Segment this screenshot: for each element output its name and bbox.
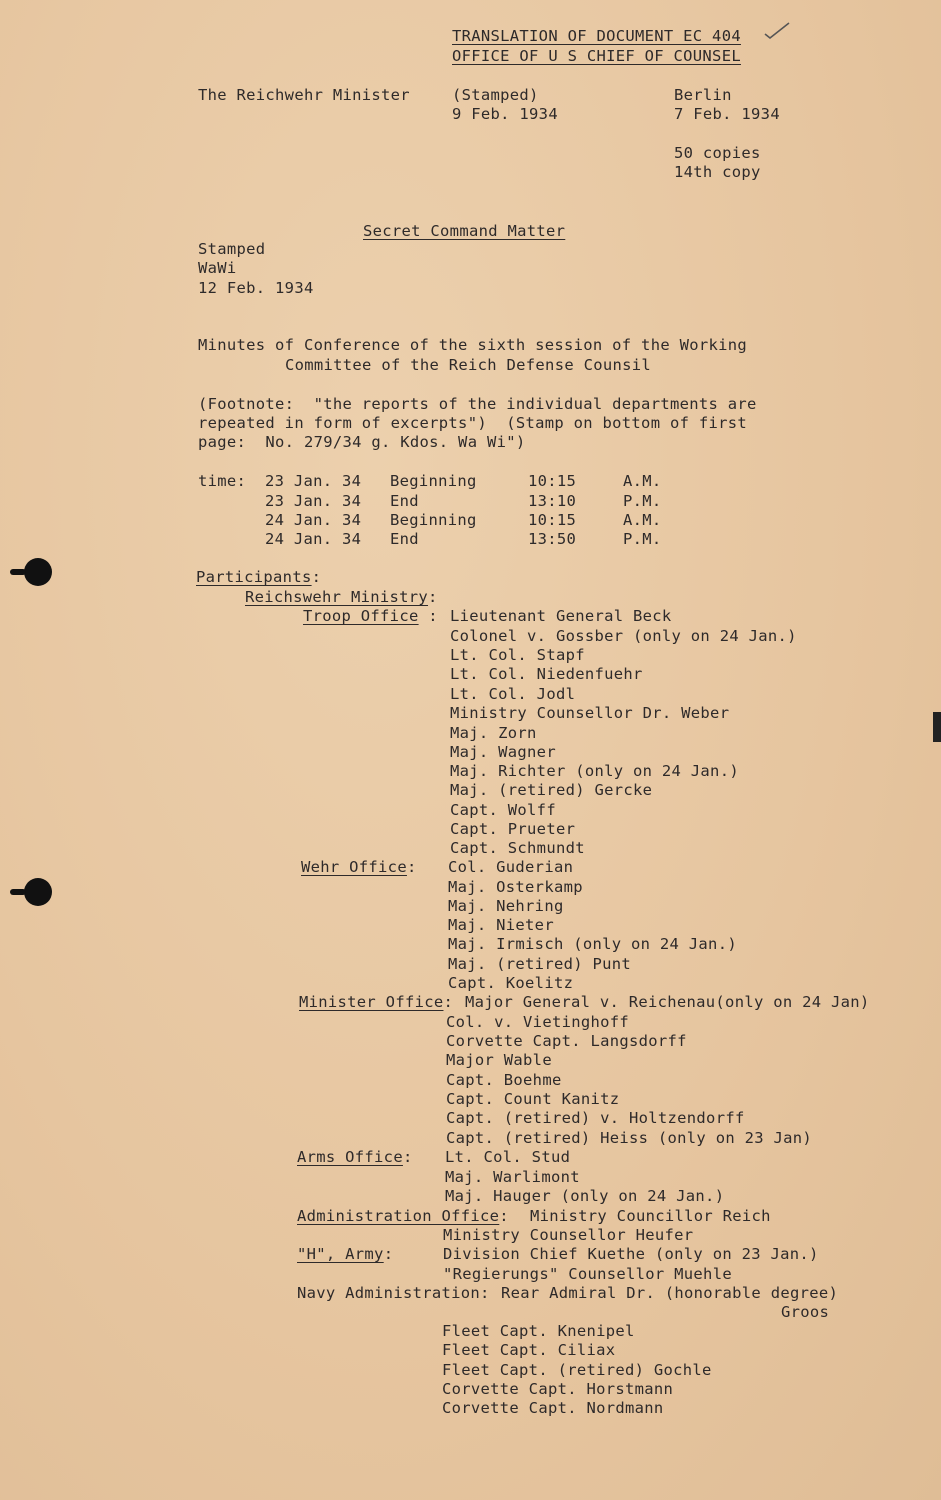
- footnote-line-2: repeated in form of excerpts") (Stamp on bottom of first: [198, 414, 748, 432]
- stamped-line-3: 12 Feb. 1934: [198, 279, 314, 297]
- troop-member: Lieutenant General Beck: [450, 607, 672, 625]
- stamp-label: (Stamped): [452, 86, 539, 104]
- troop-member: Lt. Col. Jodl: [450, 685, 576, 703]
- navy-member: Fleet Capt. Knenipel: [442, 1322, 635, 1340]
- navy-member: Corvette Capt. Nordmann: [442, 1399, 664, 1417]
- administration-member: Ministry Councillor Reich: [530, 1207, 771, 1225]
- time-ampm: P.M.: [623, 492, 662, 510]
- minutes-line-2: Committee of the Reich Defense Counsil: [285, 356, 652, 374]
- minister-member: Capt. (retired) v. Holtzendorff: [446, 1109, 745, 1127]
- minutes-line-1: Minutes of Conference of the sixth session of the Working: [198, 336, 748, 354]
- navy-member: Fleet Capt. (retired) Gochle: [442, 1361, 712, 1379]
- troop-member: Maj. Zorn: [450, 724, 537, 742]
- arms-member: Maj. Hauger (only on 24 Jan.): [445, 1187, 725, 1205]
- copies-count: 50 copies: [674, 144, 761, 162]
- troop-member: Lt. Col. Stapf: [450, 646, 585, 664]
- wehr-member: Maj. Nieter: [448, 916, 554, 934]
- ministry-heading: Reichswehr Ministry:: [245, 588, 438, 606]
- wehr-member: Maj. (retired) Punt: [448, 955, 632, 973]
- troop-office-label: Troop Office :: [303, 607, 438, 625]
- troop-member: Lt. Col. Niedenfuehr: [450, 665, 643, 683]
- minister-member: Col. v. Vietinghoff: [446, 1013, 630, 1031]
- edge-binding-mark: [933, 712, 941, 742]
- time-date: 23 Jan. 34: [265, 472, 362, 490]
- wehr-member: Maj. Osterkamp: [448, 878, 583, 896]
- document-office: OFFICE OF U S CHIEF OF COUNSEL: [452, 47, 741, 65]
- troop-member: Ministry Counsellor Dr. Weber: [450, 704, 730, 722]
- troop-member: Capt. Schmundt: [450, 839, 585, 857]
- time-event: End: [390, 492, 419, 510]
- footnote-line-1: (Footnote: "the reports of the individual departments are: [198, 395, 757, 413]
- time-event: Beginning: [390, 511, 477, 529]
- arms-member: Maj. Warlimont: [445, 1168, 580, 1186]
- troop-member: Colonel v. Gossber (only on 24 Jan.): [450, 627, 797, 645]
- copy-number: 14th copy: [674, 163, 761, 181]
- troop-member: Maj. Richter (only on 24 Jan.): [450, 762, 739, 780]
- h-army-member: Division Chief Kuethe (only on 23 Jan.): [443, 1245, 819, 1263]
- footnote-line-3: page: No. 279/34 g. Kdos. Wa Wi"): [198, 433, 526, 451]
- time-ampm: A.M.: [623, 472, 662, 490]
- participants-heading: Participants:: [196, 568, 322, 586]
- troop-member: Maj. (retired) Gercke: [450, 781, 653, 799]
- stamped-line-1: Stamped: [198, 240, 266, 258]
- stamp-date: 9 Feb. 1934: [452, 105, 558, 123]
- troop-member: Capt. Prueter: [450, 820, 576, 838]
- minister-member: Capt. (retired) Heiss (only on 23 Jan): [446, 1129, 813, 1147]
- document-title: TRANSLATION OF DOCUMENT EC 404: [452, 27, 741, 45]
- wehr-office-label: Wehr Office:: [301, 858, 417, 876]
- time-ampm: P.M.: [623, 530, 662, 548]
- minister-member: Major General v. Reichenau(only on 24 Jan): [465, 993, 870, 1011]
- arms-member: Lt. Col. Stud: [445, 1148, 571, 1166]
- minister-member: Capt. Boehme: [446, 1071, 562, 1089]
- classification: Secret Command Matter: [363, 222, 566, 240]
- time-label: time:: [198, 472, 247, 490]
- h-army-label: "H", Army:: [297, 1245, 394, 1263]
- time-event: End: [390, 530, 419, 548]
- punch-hole-upper: [24, 558, 52, 586]
- minister-member: Capt. Count Kanitz: [446, 1090, 620, 1108]
- stamped-line-2: WaWi: [198, 259, 237, 277]
- arms-office-label: Arms Office:: [297, 1148, 413, 1166]
- h-army-member: "Regierungs" Counsellor Muehle: [443, 1265, 732, 1283]
- time-date: 23 Jan. 34: [265, 492, 362, 510]
- time-clock: 10:15: [528, 511, 577, 529]
- time-clock: 10:15: [528, 472, 577, 490]
- time-ampm: A.M.: [623, 511, 662, 529]
- time-event: Beginning: [390, 472, 477, 490]
- minister-member: Corvette Capt. Langsdorff: [446, 1032, 687, 1050]
- navy-member: Fleet Capt. Ciliax: [442, 1341, 616, 1359]
- place-city: Berlin: [674, 86, 732, 104]
- check-mark-icon: [763, 20, 791, 42]
- troop-member: Maj. Wagner: [450, 743, 556, 761]
- wehr-member: Capt. Koelitz: [448, 974, 574, 992]
- administration-office-label: Administration Office:: [297, 1207, 509, 1225]
- wehr-member: Maj. Irmisch (only on 24 Jan.): [448, 935, 737, 953]
- navy-label: Navy Administration:: [297, 1284, 490, 1302]
- time-date: 24 Jan. 34: [265, 530, 362, 548]
- time-clock: 13:10: [528, 492, 577, 510]
- wehr-member: Col. Guderian: [448, 858, 574, 876]
- administration-member: Ministry Counsellor Heufer: [443, 1226, 694, 1244]
- minister-office-label: Minister Office:: [299, 993, 454, 1011]
- navy-member-cont: Groos: [781, 1303, 830, 1321]
- punch-hole-lower: [24, 878, 52, 906]
- time-date: 24 Jan. 34: [265, 511, 362, 529]
- time-clock: 13:50: [528, 530, 577, 548]
- troop-member: Capt. Wolff: [450, 801, 556, 819]
- navy-member: Corvette Capt. Horstmann: [442, 1380, 674, 1398]
- navy-member: Rear Admiral Dr. (honorable degree): [501, 1284, 839, 1302]
- minister-member: Major Wable: [446, 1051, 552, 1069]
- place-date: 7 Feb. 1934: [674, 105, 780, 123]
- sender: The Reichwehr Minister: [198, 86, 410, 104]
- wehr-member: Maj. Nehring: [448, 897, 564, 915]
